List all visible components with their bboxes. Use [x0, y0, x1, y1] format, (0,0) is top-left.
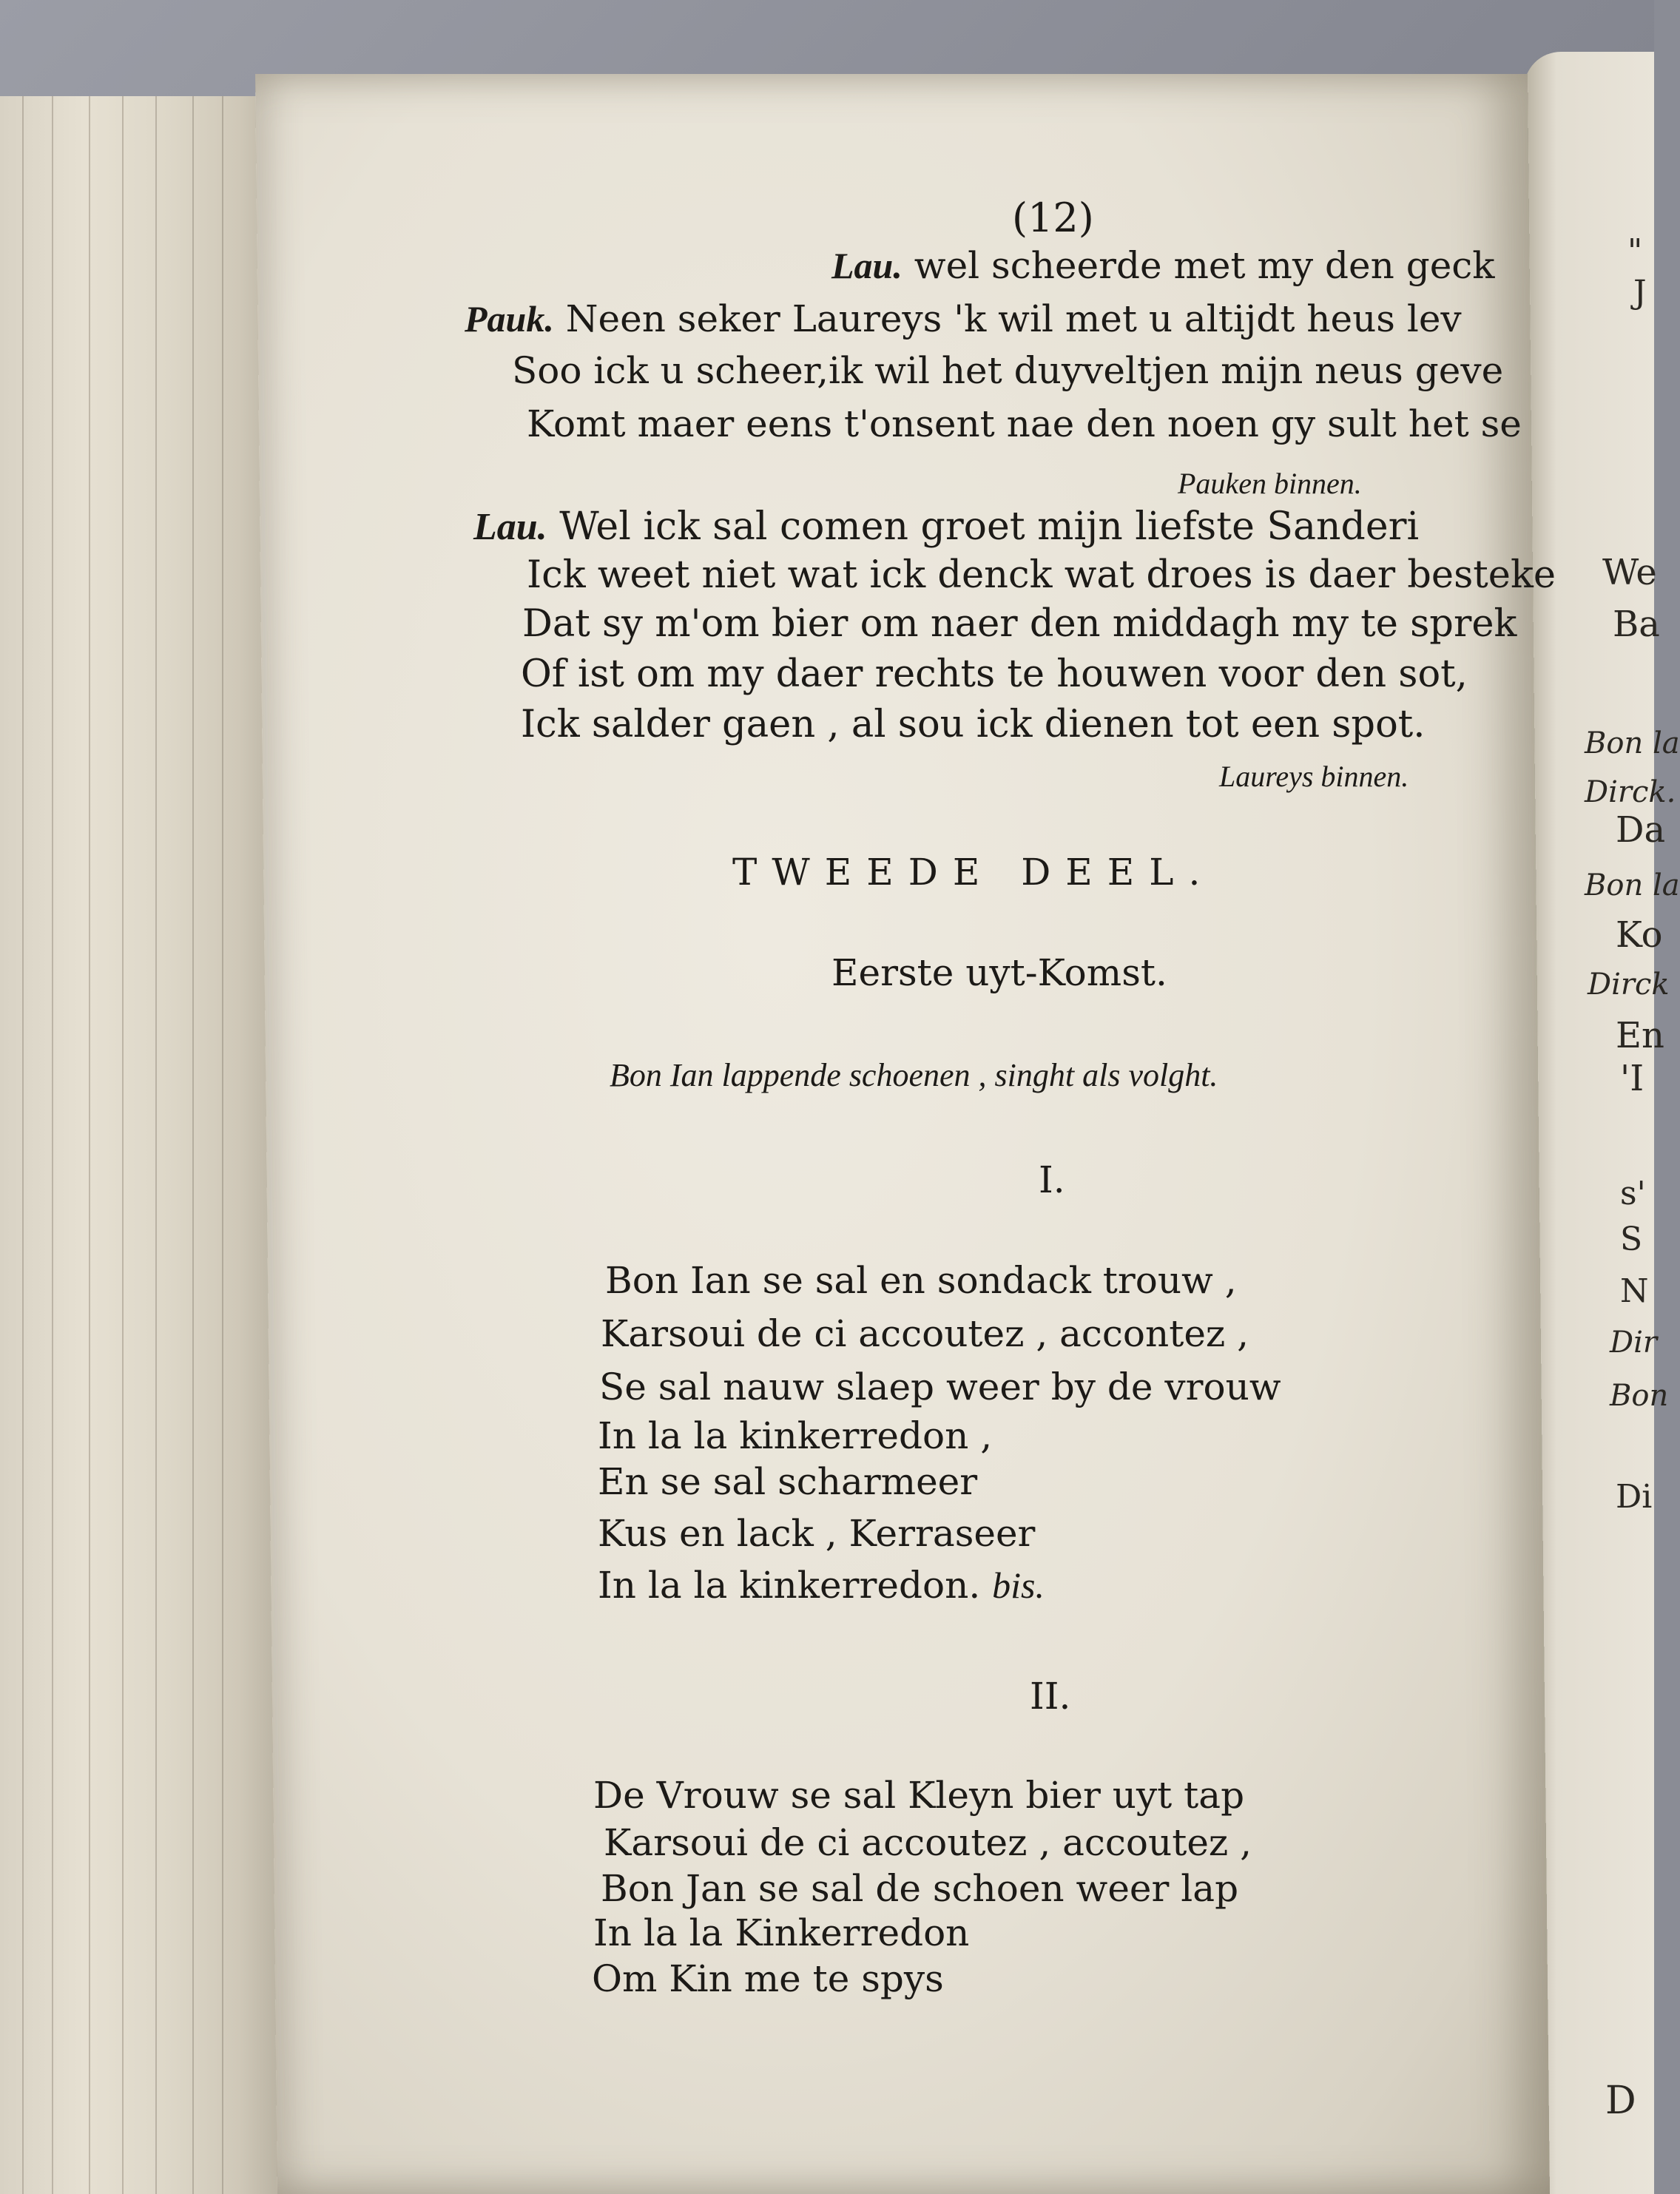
verse-number-2: II. [1030, 1675, 1071, 1718]
dialogue-line-1 [831, 244, 1495, 287]
dialogue-line-2 [465, 297, 1462, 340]
verse-1-line-7 [598, 1564, 1045, 1607]
verse-2-line-3: Bon Jan se sal de schoen weer lap [601, 1867, 1239, 1910]
right-fragment: Bon la [1585, 726, 1680, 760]
page-number: (12) [1012, 195, 1094, 241]
stage-direction-2: Laureys binnen. [1219, 760, 1409, 793]
dialogue-line-7: Dat sy m'om bier om naer den middagh my te sprek [522, 602, 1517, 646]
verse-2-line-4: In la la Kinkerredon [593, 1911, 970, 1954]
right-fragment: Bon la [1585, 868, 1680, 902]
right-fragment: S [1620, 1221, 1643, 1258]
verse-2-line-1: De Vrouw se sal Kleyn bier uyt tap [593, 1774, 1245, 1817]
verse-1-line-1: Bon Ian se sal en sondack trouw , [605, 1259, 1237, 1302]
section-title: TWEEDE DEEL. [732, 851, 1215, 894]
verse-1-line-2: Karsoui de ci accoutez , accontez , [601, 1312, 1249, 1355]
verse-1-line-3: Se sal nauw slaep weer by de vrouw [599, 1366, 1281, 1408]
right-fragment: Dir [1610, 1326, 1657, 1360]
right-fragment: Dirck [1588, 968, 1670, 1002]
verse-1-line-4: In la la kinkerredon , [598, 1414, 993, 1457]
right-fragment: " [1627, 232, 1643, 270]
line-text: wel scheerde met my den geck [914, 244, 1495, 287]
verse-1-line-6: Kus en lack , Kerraseer [598, 1512, 1036, 1555]
right-fragment: Di [1616, 1478, 1653, 1516]
section-subtitle: Eerste uyt-Komst. [831, 951, 1167, 994]
right-fragment: Dirck. [1585, 775, 1676, 809]
right-fragment: D [1605, 2079, 1636, 2123]
speaker-label: Lau. [473, 506, 547, 548]
right-fragment: s' [1620, 1175, 1646, 1212]
stage-direction-3: Bon Ian lappende schoenen , singht als volght. [610, 1057, 1218, 1093]
dialogue-line-5 [473, 504, 1420, 549]
speaker-label: Pauk. [465, 298, 554, 340]
verse-number-1: I. [1039, 1158, 1065, 1201]
dialogue-line-9: Ick salder gaen , al sou ick dienen tot een spot. [521, 703, 1426, 746]
verse-2-line-2: Karsoui de ci accoutez , accoutez , [604, 1821, 1252, 1864]
line-text: In la la kinkerredon. [598, 1564, 981, 1607]
verse-2-line-5: Om Kin me te spys [592, 1957, 944, 2000]
verse-1-line-5: En se sal scharmeer [598, 1460, 978, 1503]
right-fragment: Bon [1610, 1379, 1669, 1413]
right-fragment: En [1616, 1015, 1664, 1056]
right-fragment: We [1602, 552, 1657, 593]
right-fragment: N [1620, 1272, 1649, 1310]
right-fragment: J [1633, 274, 1647, 311]
dialogue-line-3: Soo ick u scheer,ik wil het duyveltjen mijn neus geve [512, 349, 1504, 392]
dialogue-line-6: Ick weet niet wat ick denck wat droes is daer besteke [527, 553, 1556, 597]
line-text: Neen seker Laureys 'k wil met u altijdt heus lev [565, 297, 1462, 340]
right-fragment: Ba [1613, 604, 1660, 645]
bis-mark: bis. [992, 1565, 1045, 1606]
right-fragment: Da [1616, 809, 1666, 851]
line-text: Wel ick sal comen groet mijn liefste Sanderi [559, 504, 1420, 549]
stage-direction-1: Pauken binnen. [1178, 467, 1362, 500]
speaker-label: Lau. [831, 245, 903, 286]
dialogue-line-8: Of ist om my daer rechts te houwen voor den sot, [521, 652, 1468, 696]
right-fragment: 'I [1620, 1058, 1644, 1099]
right-fragment: Ko [1616, 914, 1663, 956]
dialogue-line-4: Komt maer eens t'onsent nae den noen gy sult het se [527, 402, 1522, 445]
left-page-stack [0, 96, 281, 2194]
